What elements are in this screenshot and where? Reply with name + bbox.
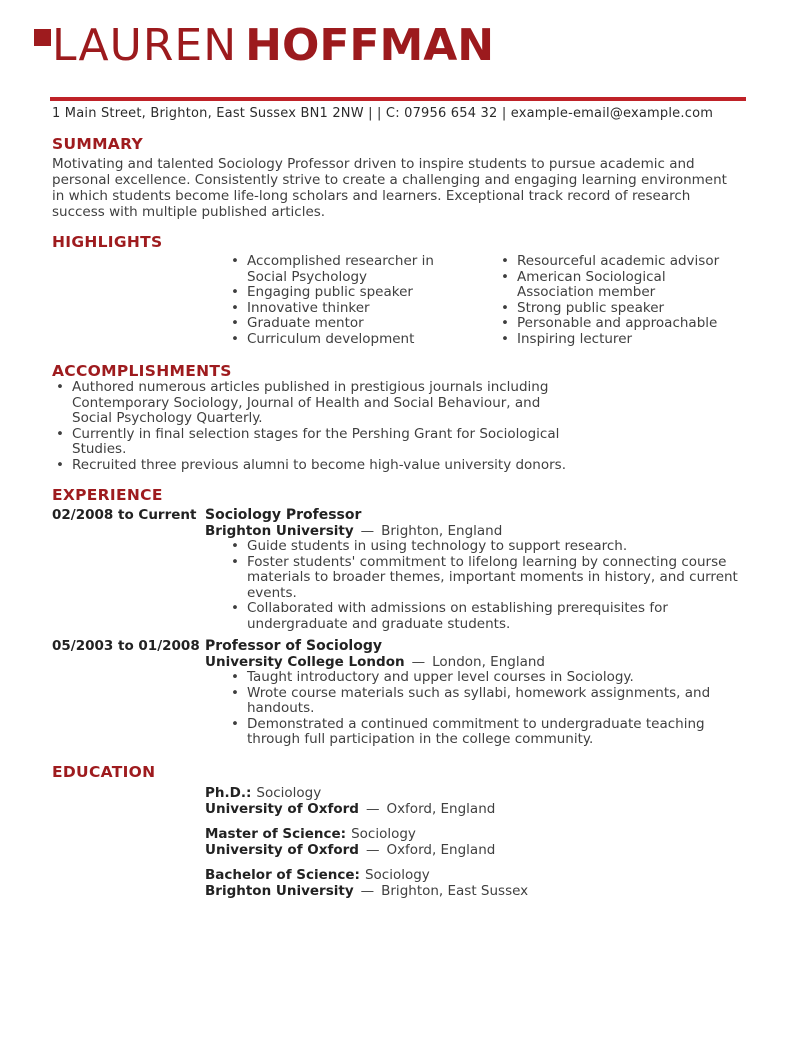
degree-field: Sociology xyxy=(364,866,430,883)
job-bullet: • Demonstrated a continued commitment to undergraduate teaching through full participation in the college community. xyxy=(227,717,759,748)
school-location: Oxford, England xyxy=(386,841,496,858)
highlight-item: • Accomplished researcher in Social Psychology xyxy=(227,254,469,285)
degree-field: Sociology xyxy=(351,825,416,842)
highlight-item: • Strong public speaker xyxy=(497,301,739,317)
candidate-first-name: LAUREN xyxy=(52,20,238,71)
school-name: University of Oxford xyxy=(205,800,359,817)
job-employer-line xyxy=(205,523,759,539)
education-title: EDUCATION xyxy=(52,762,156,781)
summary-text: Motivating and talented Sociology Professor driven to inspire students to pursue academic and personal excellence. Consistently strive to create a challenging and engaging learning environment in which students become life-long scholars and learners. Exceptional track record of research success with multiple published articles. xyxy=(52,156,727,221)
education-degree-2 xyxy=(205,826,746,858)
accomplishment-item: • Recruited three previous alumni to become high-value university donors. xyxy=(52,458,584,474)
resume-page xyxy=(0,20,800,1059)
employer-location: Brighton, England xyxy=(381,523,503,540)
job-title: Sociology Professor xyxy=(205,507,362,524)
degree-name: Master of Science: xyxy=(205,825,347,842)
job-dates: 02/2008 to Current xyxy=(52,507,197,524)
resume-header xyxy=(52,20,746,122)
dash-separator: — xyxy=(360,882,375,899)
accomplishment-item: • Currently in final selection stages for the Pershing Grant for Sociological Studies. xyxy=(52,427,584,458)
summary-title: SUMMARY xyxy=(52,135,144,154)
degree-field: Sociology xyxy=(256,784,322,801)
degree-name: Bachelor of Science: xyxy=(205,866,360,883)
school-name: Brighton University xyxy=(205,882,354,899)
school-location: Oxford, England xyxy=(386,800,496,817)
section-accomplishments xyxy=(52,362,746,473)
education-degree-1 xyxy=(205,785,746,817)
accomplishments-list xyxy=(52,380,584,473)
section-education xyxy=(52,763,746,899)
dash-separator: — xyxy=(365,841,380,858)
job-bullet: • Guide students in using technology to support research. xyxy=(227,539,759,555)
education-degree-3 xyxy=(205,867,746,899)
dash-separator: — xyxy=(365,800,380,817)
degree-line xyxy=(205,826,746,842)
school-name: University of Oxford xyxy=(205,841,359,858)
accomplishments-title: ACCOMPLISHMENTS xyxy=(52,362,232,381)
degree-line xyxy=(205,785,746,801)
job-bullet: • Foster students' commitment to lifelong learning by connecting course materials to broader themes, important moments in history, and current events. xyxy=(227,555,759,602)
experience-job-2 xyxy=(52,639,746,748)
employer-location: London, England xyxy=(432,654,545,671)
highlights-column-1 xyxy=(227,254,469,347)
job-details xyxy=(205,639,759,748)
highlight-item: • Resourceful academic advisor xyxy=(497,254,739,270)
highlight-item: • Graduate mentor xyxy=(227,316,469,332)
school-line xyxy=(205,842,746,858)
job-dates: 05/2003 to 01/2008 xyxy=(52,638,200,655)
degree-name: Ph.D.: xyxy=(205,784,252,801)
candidate-name xyxy=(52,20,746,71)
job-bullet: • Collaborated with admissions on establishing prerequisites for undergraduate and graduate students. xyxy=(227,601,759,632)
job-details xyxy=(205,508,759,632)
employer-name: University College London xyxy=(205,654,405,671)
highlight-item: • American Sociological Association member xyxy=(497,270,739,301)
employer-name: Brighton University xyxy=(205,523,354,540)
contact-line: 1 Main Street, Brighton, East Sussex BN1 2NW | | C: 07956 654 32 | example-email@example.com xyxy=(52,106,714,122)
degree-line xyxy=(205,867,746,883)
experience-title: EXPERIENCE xyxy=(52,486,163,505)
school-location: Brighton, East Sussex xyxy=(381,882,529,899)
highlight-item: • Personable and approachable xyxy=(497,316,739,332)
dash-separator: — xyxy=(411,654,426,671)
highlights-title: HIGHLIGHTS xyxy=(52,233,163,252)
header-divider-rule xyxy=(50,97,746,101)
job-title: Professor of Sociology xyxy=(205,638,382,655)
section-summary xyxy=(52,135,746,220)
accomplishment-item: • Authored numerous articles published in prestigious journals including Contemporary Sociology, Journal of Health and Social Behaviour, and Social Psychology Quarterly. xyxy=(52,380,584,427)
section-highlights xyxy=(52,233,746,347)
highlights-column-2 xyxy=(497,254,739,347)
experience-job-1 xyxy=(52,508,746,632)
job-bullets xyxy=(227,539,759,632)
highlight-item: • Innovative thinker xyxy=(227,301,469,317)
candidate-last-name: HOFFMAN xyxy=(245,20,495,71)
school-line xyxy=(205,883,746,899)
job-employer-line xyxy=(205,654,759,670)
dash-separator: — xyxy=(360,523,375,540)
highlights-columns xyxy=(227,254,746,347)
highlight-item: • Curriculum development xyxy=(227,332,469,348)
section-experience xyxy=(52,486,746,748)
highlight-item: • Engaging public speaker xyxy=(227,285,469,301)
job-bullet: • Wrote course materials such as syllabi, homework assignments, and handouts. xyxy=(227,686,759,717)
job-bullet: • Taught introductory and upper level courses in Sociology. xyxy=(227,670,759,686)
school-line xyxy=(205,801,746,817)
brand-square-icon xyxy=(34,29,51,46)
job-bullets xyxy=(227,670,759,748)
highlight-item: • Inspiring lecturer xyxy=(497,332,739,348)
